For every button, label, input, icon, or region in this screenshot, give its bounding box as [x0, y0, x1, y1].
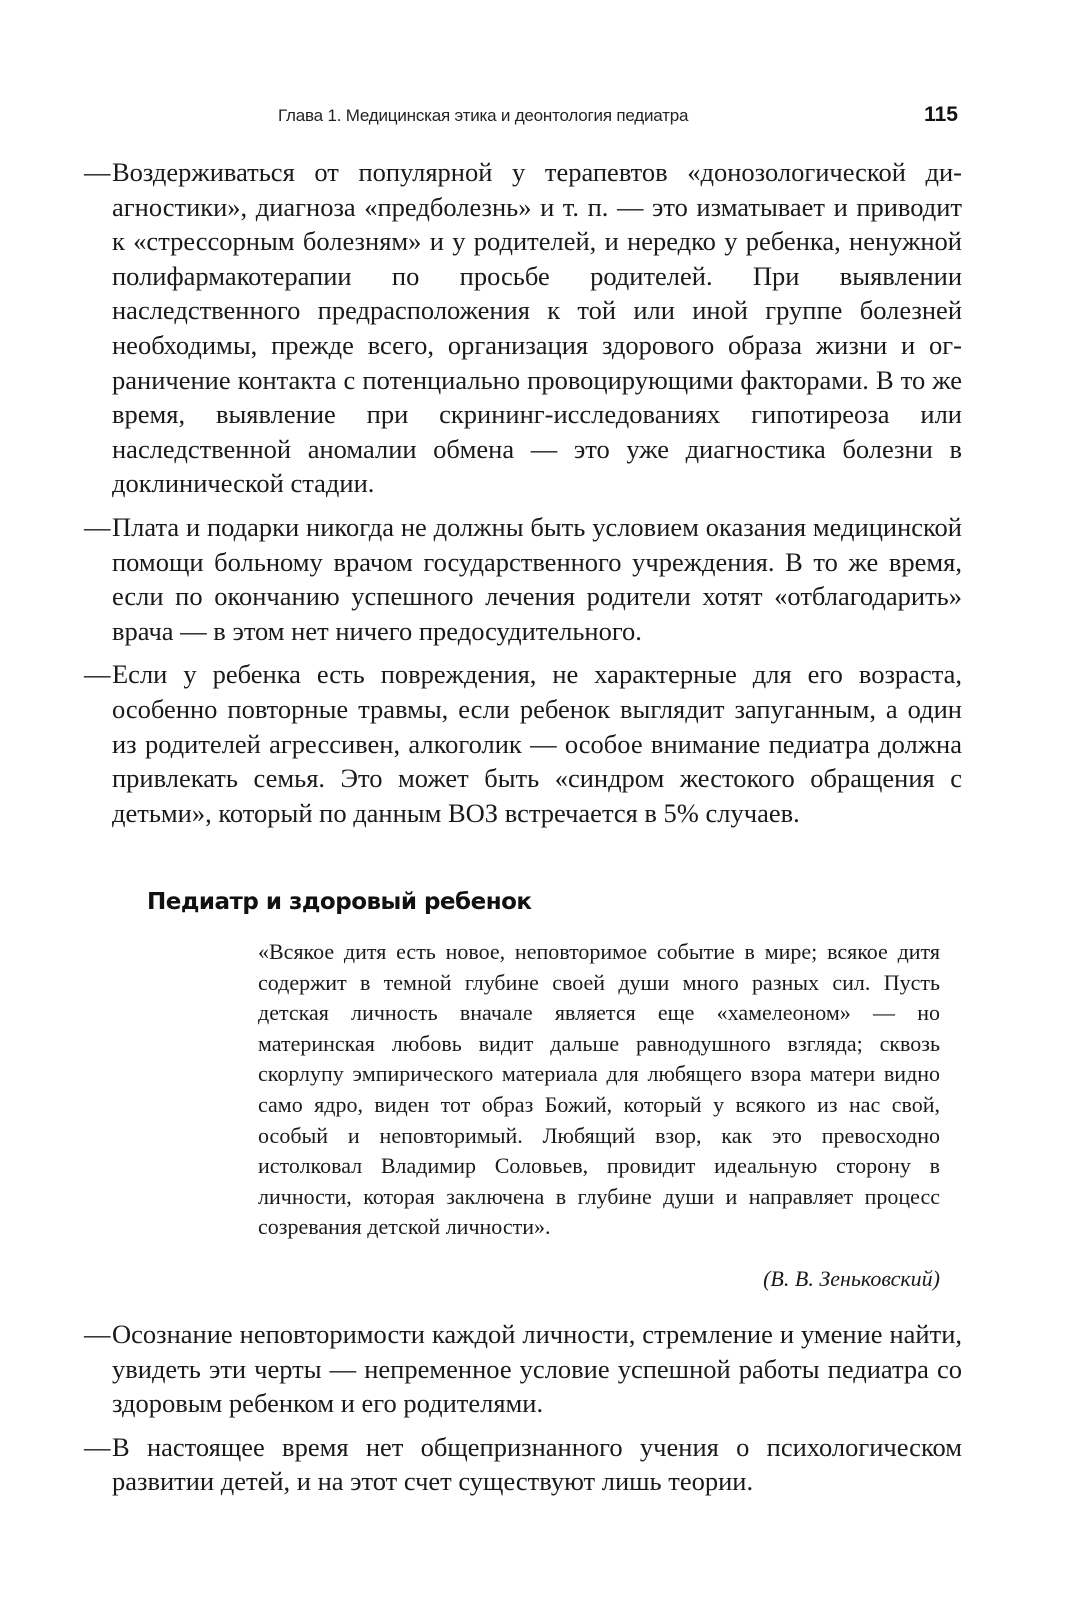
list-item-text: Осознание неповторимости каждой личности, стремление и умение найти, увидеть эти черты — непременное условие успешной работы педиатра со здоровым ребенком и его родителями. [112, 1319, 962, 1419]
epigraph-quote: «Всякое дитя есть новое, неповторимое событие в мире; всякое дитя содержит в темной глубине своей души много разных сил. Пусть детская личность вначале является еще «хамелеоном» — но материнская любовь видит дальше равнодушного взгляда; сквозь скорлупу эмпирического материала для любящего взора матери видно само ядро, виден тот образ Божий, который у всякого из нас свой, особый и неповторимый. Любящий взор, как это превосходно истолковал Владимир Соловьев, провидит идеальную сторону в личности, которая заключена в глубине души и направляет процесс созревания детской личности». [258, 939, 940, 1240]
bullet-list-top [84, 155, 962, 830]
epigraph-author: (В. В. Зеньковский) [763, 1266, 940, 1291]
list-item-text: Плата и подарки никогда не должны быть условием оказания медицинской помощи больному врачом государственного учреждения. В то же время, если по окончанию успешного лечения родители хотят «отблагодарить» врача — в этом нет ничего предосудительного. [112, 511, 962, 646]
list-dash: — [84, 157, 111, 187]
list-item-text: В настоящее время нет общепризнанного учения о психологическом развитии детей, и на этот счет существуют лишь теории. [112, 1431, 962, 1497]
list-dash: — [84, 511, 111, 542]
list-item [84, 657, 962, 830]
page-number: 115 [924, 103, 958, 126]
list-dash: — [84, 1319, 111, 1349]
list-dash: — [84, 659, 111, 690]
section-heading: Педиатр и здоровый ребенок [147, 889, 532, 915]
list-item-text: Воздерживаться от популярной у терапевтов «донозологической диагностики», диагноза «предболезнь» и т. п. — это изматывает и приводит к «стрессорным болезням» и у родителей, и нередко у ребенка, ненужной полифармакотерапии по просьбе родителей. При выявлении наследственного предрасположения к той или иной группе болезней необходимы, прежде всего, организация здорового образа жизни и ограничение контакта с потенциально провоцирующими факторами. В то же время, выявление при скрининг-исследованиях гипотиреоза или наследственной аномалии обмена — это уже диагностика болезни в доклинической стадии. [112, 157, 962, 499]
list-item [84, 1430, 962, 1499]
list-item [84, 510, 962, 648]
list-dash: — [84, 1431, 111, 1462]
list-item [84, 155, 962, 501]
chapter-title: Глава 1. Медицинская этика и деонтология педиатра [278, 106, 689, 125]
running-head [278, 103, 958, 136]
list-item-text: Если у ребенка есть повреждения, не характерные для его возраста, особенно повторные травмы, если ребенок выглядит запуганным, а один из родителей агрессивен, алкоголик — особое внимание педиатра должна привлекать семья. Это может быть «синдром жестокого обращения с детьми», который по данным ВОЗ встречается в 5% случаев. [112, 659, 962, 828]
bullet-list-bottom [84, 1317, 962, 1499]
list-item [84, 1317, 962, 1421]
